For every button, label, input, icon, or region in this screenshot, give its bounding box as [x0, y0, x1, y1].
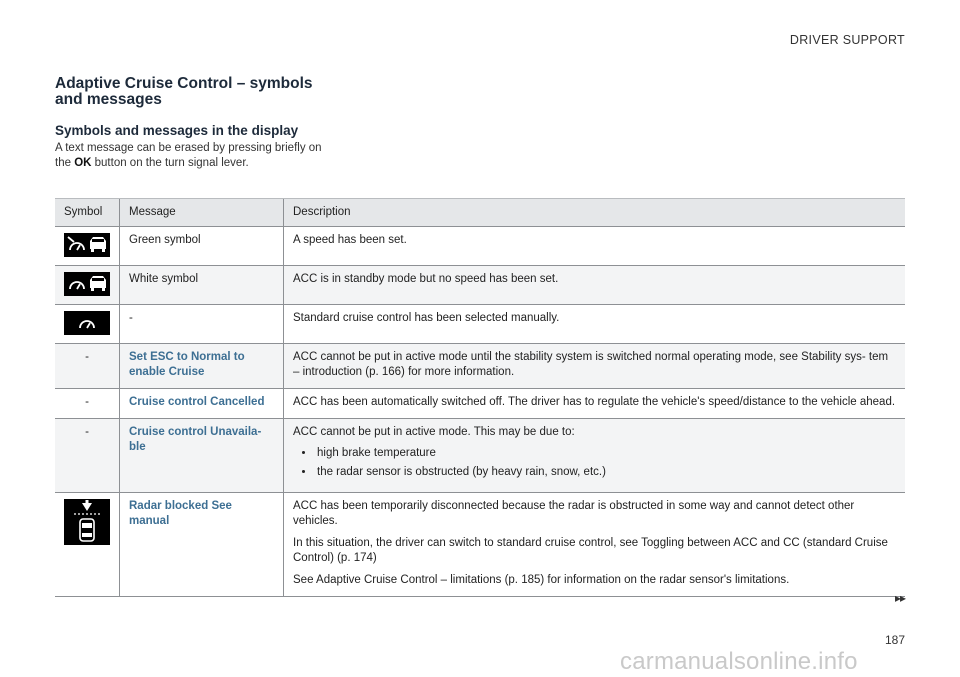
symbol-cell [55, 227, 120, 266]
message-cell: Set ESC to Normal to enable Cruise [120, 344, 284, 389]
section-subtitle: Symbols and messages in the display [55, 123, 299, 138]
watermark: carmanualsonline.info [620, 648, 858, 675]
table-row [55, 305, 905, 344]
message-cell: Cruise control Unavaila- ble [120, 419, 284, 493]
symbol-dash: - [85, 426, 89, 438]
table-row [55, 344, 905, 389]
message-cell: Green symbol [120, 227, 284, 266]
symbol-cell [55, 344, 120, 389]
bullet-list [293, 446, 896, 480]
section-header: DRIVER SUPPORT [789, 33, 905, 47]
radar-blocked-car-icon [64, 499, 110, 545]
symbol-cell [55, 419, 120, 493]
table-row [55, 266, 905, 305]
table-header-row [55, 199, 905, 227]
header-description: Description [284, 199, 906, 227]
next-page-arrows-icon: ▸▸ [894, 591, 905, 605]
message-cell: Radar blocked See manual [120, 493, 284, 597]
list-item: • high brake temperature [315, 446, 896, 461]
message-cell: White symbol [120, 266, 284, 305]
symbol-dash: - [85, 396, 89, 408]
table-row [55, 419, 905, 493]
description-cell [284, 493, 906, 597]
page-number: 187 [884, 633, 905, 647]
description-cell: ACC has been automatically switched off. The driver has to regulate the vehicle's speed/distance to the vehicle ahead. [284, 389, 906, 419]
list-item: • the radar sensor is obstructed (by heavy rain, snow, etc.) [315, 465, 896, 480]
message-cell: Cruise control Cancelled [120, 389, 284, 419]
symbol-cell [55, 305, 120, 344]
table-row [55, 389, 905, 419]
description-text: ACC cannot be put in active mode. This may be due to: [293, 426, 575, 438]
description-paragraph: In this situation, the driver can switch to standard cruise control, see Toggling between ACC and CC (standard Cruise Control) (p. 174) [293, 537, 888, 564]
description-cell: Standard cruise control has been selected manually. [284, 305, 906, 344]
acc-car-speedometer-icon [64, 272, 110, 296]
description-cell: ACC is in standby mode but no speed has been set. [284, 266, 906, 305]
intro-before: A text message can be erased by pressing briefly on the [55, 142, 322, 169]
description-cell: ACC cannot be put in active mode until the stability system is switched normal operating mode, see Stability sys- tem – introduction (p. 166) for more information. [284, 344, 906, 389]
symbols-table [55, 198, 905, 597]
description-cell [284, 419, 906, 493]
intro-after: button on the turn signal lever. [91, 157, 249, 169]
speedometer-icon [64, 311, 110, 335]
message-cell: - [120, 305, 284, 344]
symbol-cell [55, 266, 120, 305]
intro-ok-label: OK [74, 157, 92, 169]
description-paragraph: ACC has been temporarily disconnected because the radar is obstructed in some way and cannot detect other vehicles. [293, 500, 855, 527]
symbol-cell [55, 493, 120, 597]
header-message: Message [120, 199, 284, 227]
header-symbol: Symbol [55, 199, 120, 227]
page-title: Adaptive Cruise Control – symbols and messages [55, 75, 313, 108]
description-cell: A speed has been set. [284, 227, 906, 266]
acc-car-speedometer-icon [64, 233, 110, 257]
symbol-cell [55, 389, 120, 419]
table-row [55, 493, 905, 597]
description-paragraph: See Adaptive Cruise Control – limitations (p. 185) for information on the radar sensor's limitations. [293, 574, 790, 586]
table-row [55, 227, 905, 266]
symbol-dash: - [85, 351, 89, 363]
intro-text [55, 141, 330, 171]
